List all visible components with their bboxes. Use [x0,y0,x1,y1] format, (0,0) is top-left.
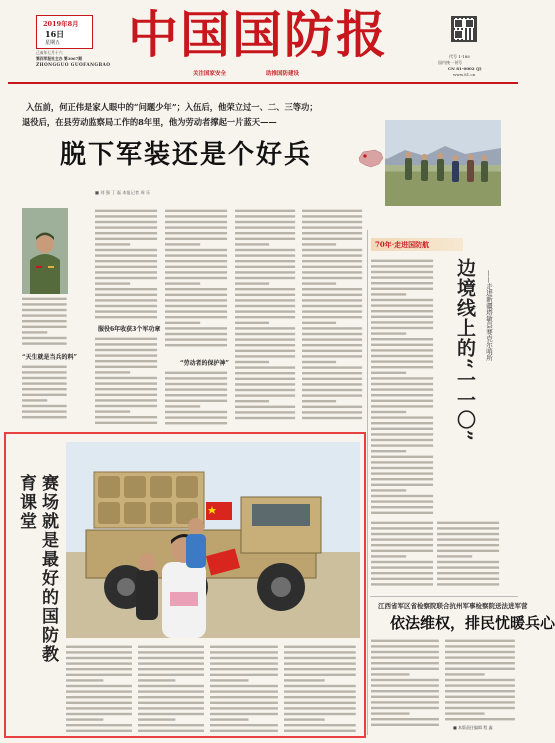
newspaper-title: 中国国防报 [128,5,388,64]
postal-code: 代号 1-188 [449,54,470,59]
top-story-headline: 脱下军装还是个好兵 [60,140,313,170]
masthead-rule [8,82,518,84]
series-tag-text: 70年·走进国防航 [375,240,430,249]
right-bottom-col2 [445,638,517,722]
series-headline [453,258,479,488]
feature-headline-text: 赛场就是最好的国防教育课堂 [16,474,58,664]
portrait-photo [22,208,68,294]
top-story-body-col5 [302,208,364,426]
top-story-byline: ■ 刘 强 丁 磊 本报记者 周 乐 [95,190,151,195]
series-subline-text: ——走进新疆塔敏县赛克尔哨所 [485,270,493,361]
feature-body-col3 [210,644,280,734]
slogan-left: 关注国家安全 [193,71,227,77]
top-story-body-col2b [95,336,159,426]
feature-body-col2 [138,644,206,734]
top-story-kicker-1: 入伍前，何正伟是家人眼中的“问题少年”；入伍后，他荣立过一、二、三等功； [26,102,318,112]
top-story-body-col3b [165,370,229,426]
feature-box [4,432,366,738]
series-tag [371,238,463,251]
page-footer-editor: ■ 本版责任编辑 程 鑫 [453,725,493,730]
feature-headline [15,474,58,664]
series-subline [484,270,500,420]
divider [367,230,368,735]
subhead-2: “劳动者的保护神” [180,360,229,367]
cn-label: 国内统一刊号 [438,60,462,65]
subhead-1: 服役6年收获3个军功章 [98,326,161,333]
top-story-body-col1b [22,364,68,424]
date-text: 2019年8月 [43,20,79,28]
top-story-body-col4 [235,208,297,426]
divider [370,596,518,597]
masthead [0,0,525,82]
qr-code [451,16,477,42]
date-box [36,15,93,49]
feature-body-col1 [66,644,134,734]
photo-caption-title: “天生就是当兵的料” [22,354,77,361]
slogan-right: 助推国防建设 [266,71,300,77]
top-story-body-col3 [165,208,229,352]
series-body-col2 [437,520,501,588]
website: www.81.cn [453,72,476,77]
issue-number: 第四军报社主办 第3067期 [36,56,83,61]
weekday-text: 星期五 [45,40,61,46]
feature-body-col4 [284,644,358,734]
feature-photo [66,442,360,638]
right-mid-col [371,520,435,588]
series-headline-text: 边境线上的“一一〇” [454,258,476,442]
right-bottom-kicker: 江西省军区省检察院联合抗州军事检察院送法进军营 [378,602,528,610]
soldiers-photo [385,120,501,206]
lunar-date: 己亥年七月十六 [36,50,63,55]
china-map-graphic [357,148,385,170]
cn-number: CN 81-0002 (J) [448,66,482,71]
top-story-body-col1 [22,296,68,350]
day-text: 16日 [45,29,65,39]
top-story-kicker-2: 退役后，在县劳动监察局工作的8年里，他为劳动者撑起一片蓝天—— [22,117,277,127]
series-body-col1 [371,258,435,518]
right-bottom-headline: 依法维权，排民忧暖兵心 [390,614,555,632]
pinyin-title: ZHONGGUO GUOFANGBAO [36,63,111,68]
top-story-body-col2 [95,208,159,320]
right-bottom-col1 [371,638,441,728]
